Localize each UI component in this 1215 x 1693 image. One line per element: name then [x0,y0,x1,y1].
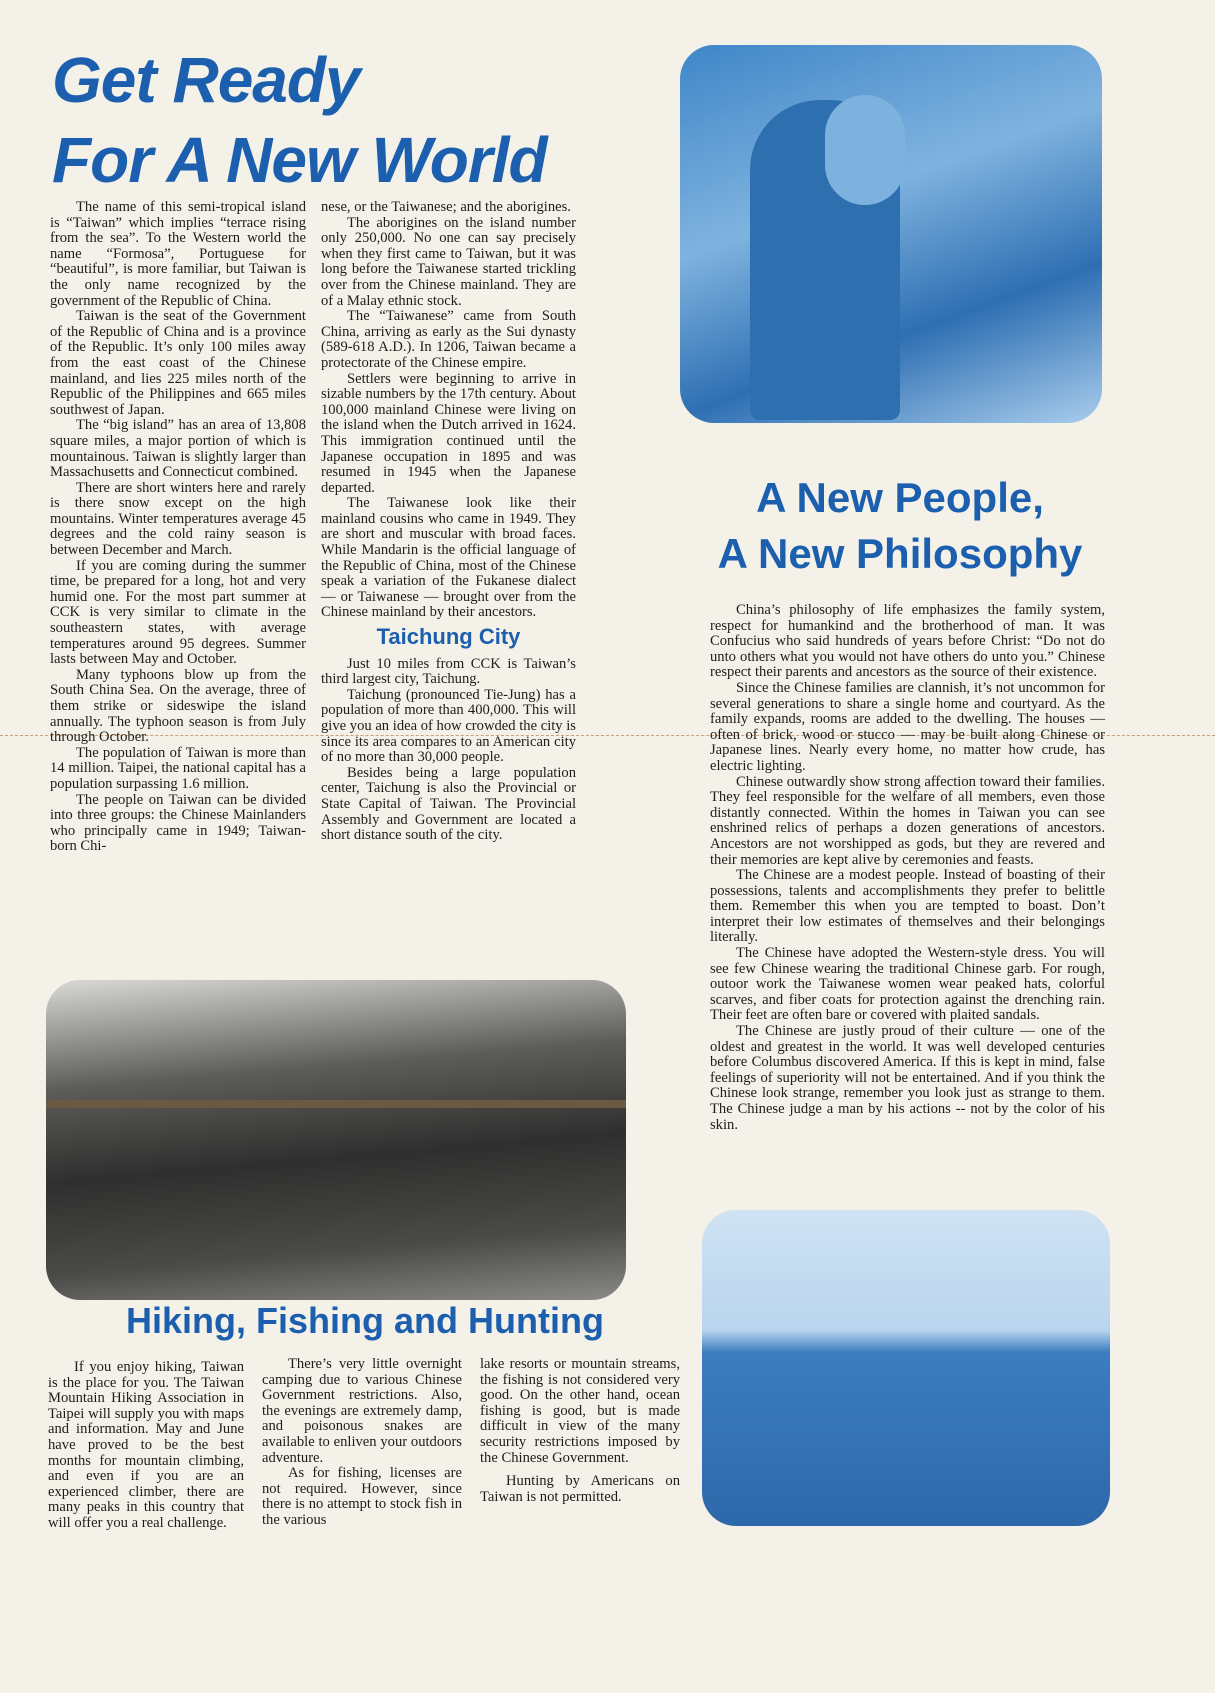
philosophy-heading [700,470,1100,582]
paragraph: lake resorts or mountain streams, the fishing is not considered very good. On the other hand, ocean fishing is good, but is made difficult in view of the many security restrictions imposed by the Chinese Government. [480,1356,680,1466]
paragraph: The aborigines on the island number only 250,000. No one can say precisely when they first came to Taiwan, but it was long before the Taiwanese started trickling over from the Chinese mainland. They are of a Malay ethnic stock. [321,214,576,309]
intro-column-1 [50,200,306,855]
hiking-column-1 [48,1360,244,1532]
taichung-heading: Taichung City [376,624,521,650]
paragraph: Many typhoons blow up from the South China Sea. On the average, three of them strike or sideswipe the island annually. The typhoon season is from July through October. [50,666,306,746]
paragraph: Just 10 miles from CCK is Taiwan’s third largest city, Taichung. [321,655,576,688]
paragraph: The “Taiwanese” came from South China, arriving as early as the Sui dynasty (589-618 A.D.). In 1206, Taiwan became a protectorate of the Chinese empire. [321,308,576,371]
paragraph: The people on Taiwan can be divided into three groups: the Chinese Mainlanders who principally came in 1949; Taiwan-born Chi- [50,791,306,855]
paragraph: As for fishing, licenses are not required. However, since there is no attempt to stock fish in the various [262,1465,462,1528]
paragraph: Since the Chinese families are clannish, it’s not uncommon for several generations to share a single home and courtyard. As the family expands, rooms are added to the dwelling. The houses — often of brick, wood or stucco — may be built along Chinese or Japanese lines. Nearly every home, no matter how crude, has electric lighting. [710,679,1105,774]
paragraph: The population of Taiwan is more than 14 million. Taipei, the national capital has a population surpassing 1.6 million. [50,744,306,792]
paragraph: Taichung (pronounced Tie-Jung) has a population of more than 400,000. This will give you an idea of how crowded the city is since its area compares to an American city of no more than 30,000 people. [321,686,576,766]
paragraph: The Chinese have adopted the Western-style dress. You will see few Chinese wearing the traditional Chinese garb. For rough, outoor work the Taiwanese women wear peaked hats, colorful scarves, and fiber coats for protection against the drenching rain. Their feet are often bare or covered with plaited sandals. [710,945,1105,1024]
paragraph: Chinese outwardly show strong affection toward their families. They feel responsible for the welfare of all members, even those distantly connected. Within the homes in Taiwan you can see enshrined relics of perhaps a dozen generations of ancestors. Ancestors are not worshipped as gods, but they are revered and their memories are kept alive by ceremonies and feasts. [710,773,1105,868]
paragraph: If you enjoy hiking, Taiwan is the place for you. The Taiwan Mountain Hiking Association in Taipei will supply you with maps and information. May and June have proved to be the best months for mountain climbing, and even if you are an experienced climber, there are many peaks in this country that will offer you a real challenge. [48,1359,244,1531]
title-line-1: Get Ready [52,44,360,116]
paragraph: The Chinese are a modest people. Instead of boasting of their possessions, talents and accomplishments they prefer to belittle them. Remember this when you are tempted to boast. Don’t interpret their low estimates of themselves and their belongings literally. [710,867,1105,946]
photo-face [825,95,905,205]
paragraph: Hunting by Americans on Taiwan is not permitted. [480,1473,680,1505]
photo-hikers-mountain [46,980,626,1300]
title-line-2: For A New World [52,124,547,196]
paragraph: If you are coming during the summer time, be prepared for a long, hot and very humid one. For the most part summer at CCK is very similar to climate in the southeastern states, with average temperatures around 95 degrees. Summer lasts between May and October. [50,557,306,668]
paragraph: The name of this semi-tropical island is “Taiwan” which implies “terrace rising from the sea”. To the Western world the name “Formosa”, Portuguese for “beautiful”, is more familiar, but Taiwan is the only name recognized by the government of the Republic of China. [50,199,306,309]
photo-aboriginal-woman [680,45,1102,423]
paragraph: China’s philosophy of life emphasizes the family system, respect for humankind and the brotherhood of man. It was Confucius who said hundreds of years before Christ: “Do not do unto others what you would not have others do unto you.” Chinese respect their parents and ancestors as the source of their existence. [710,602,1105,681]
photo-rice-field [702,1210,1110,1526]
paragraph: Settlers were beginning to arrive in sizable numbers by the 17th century. About 100,000 mainland Chinese were living on the island when the Dutch arrived in 1624. This immigration continued until the Japanese occupation in 1895 and was resumed in 1945 when the Japanese departed. [321,370,576,496]
photo-fence [46,1100,626,1108]
philosophy-column [710,603,1105,1133]
paragraph: There are short winters here and rarely is there snow except on the high mountains. Winter temperatures average 45 degrees and the cold rainy season is between December and March. [50,479,306,559]
paragraph: The Chinese are justly proud of their culture — one of the oldest and greatest in the world. It was well developed centuries before Columbus discovered America. If this is kept in mind, false feelings of superiority will not be entertained. And if you think the Chinese look strange, remember you look just as strange to them. The Chinese judge a man by his actions -- not by the color of his skin. [710,1023,1105,1133]
paragraph: The “big island” has an area of 13,808 square miles, a major portion of which is mountainous. Taiwan is slightly larger than Massachusetts and Connecticut combined. [50,417,306,481]
hiking-heading: Hiking, Fishing and Hunting [126,1300,604,1341]
paragraph: There’s very little overnight camping due to various Chinese Government restrictions. Also, the evenings are extremely damp, and poisonous snakes are available to enliven your outdoors adventure. [262,1356,462,1466]
paragraph: The Taiwanese look like their mainland cousins who came in 1949. They are short and muscular with broad faces. While Mandarin is the official language of the Republic of China, most of the Chinese speak a variation of the Fukanese dialect — or Taiwanese — brought over from the Chinese mainland by their ancestors. [321,495,576,621]
hiking-column-2 [262,1357,462,1529]
paragraph: Taiwan is the seat of the Government of the Republic of China and is a province of the Republic. It’s only 100 miles away from the east coast of the Chinese mainland, and lies 225 miles north of the Republic of the Philippines and 665 miles southwest of Japan. [50,308,306,418]
intro-column-2 [321,200,576,844]
paragraph: Besides being a large population center, Taichung is also the Provincial or State Capital of Taiwan. The Provincial Assembly and Government are located a short distance south of the city. [321,764,576,844]
page-title [52,40,547,200]
heading-line-1: A New People, [756,474,1044,521]
paragraph: nese, or the Taiwanese; and the aborigines. [321,199,571,215]
heading-line-2: A New Philosophy [717,530,1083,577]
hiking-column-3 [480,1357,680,1505]
